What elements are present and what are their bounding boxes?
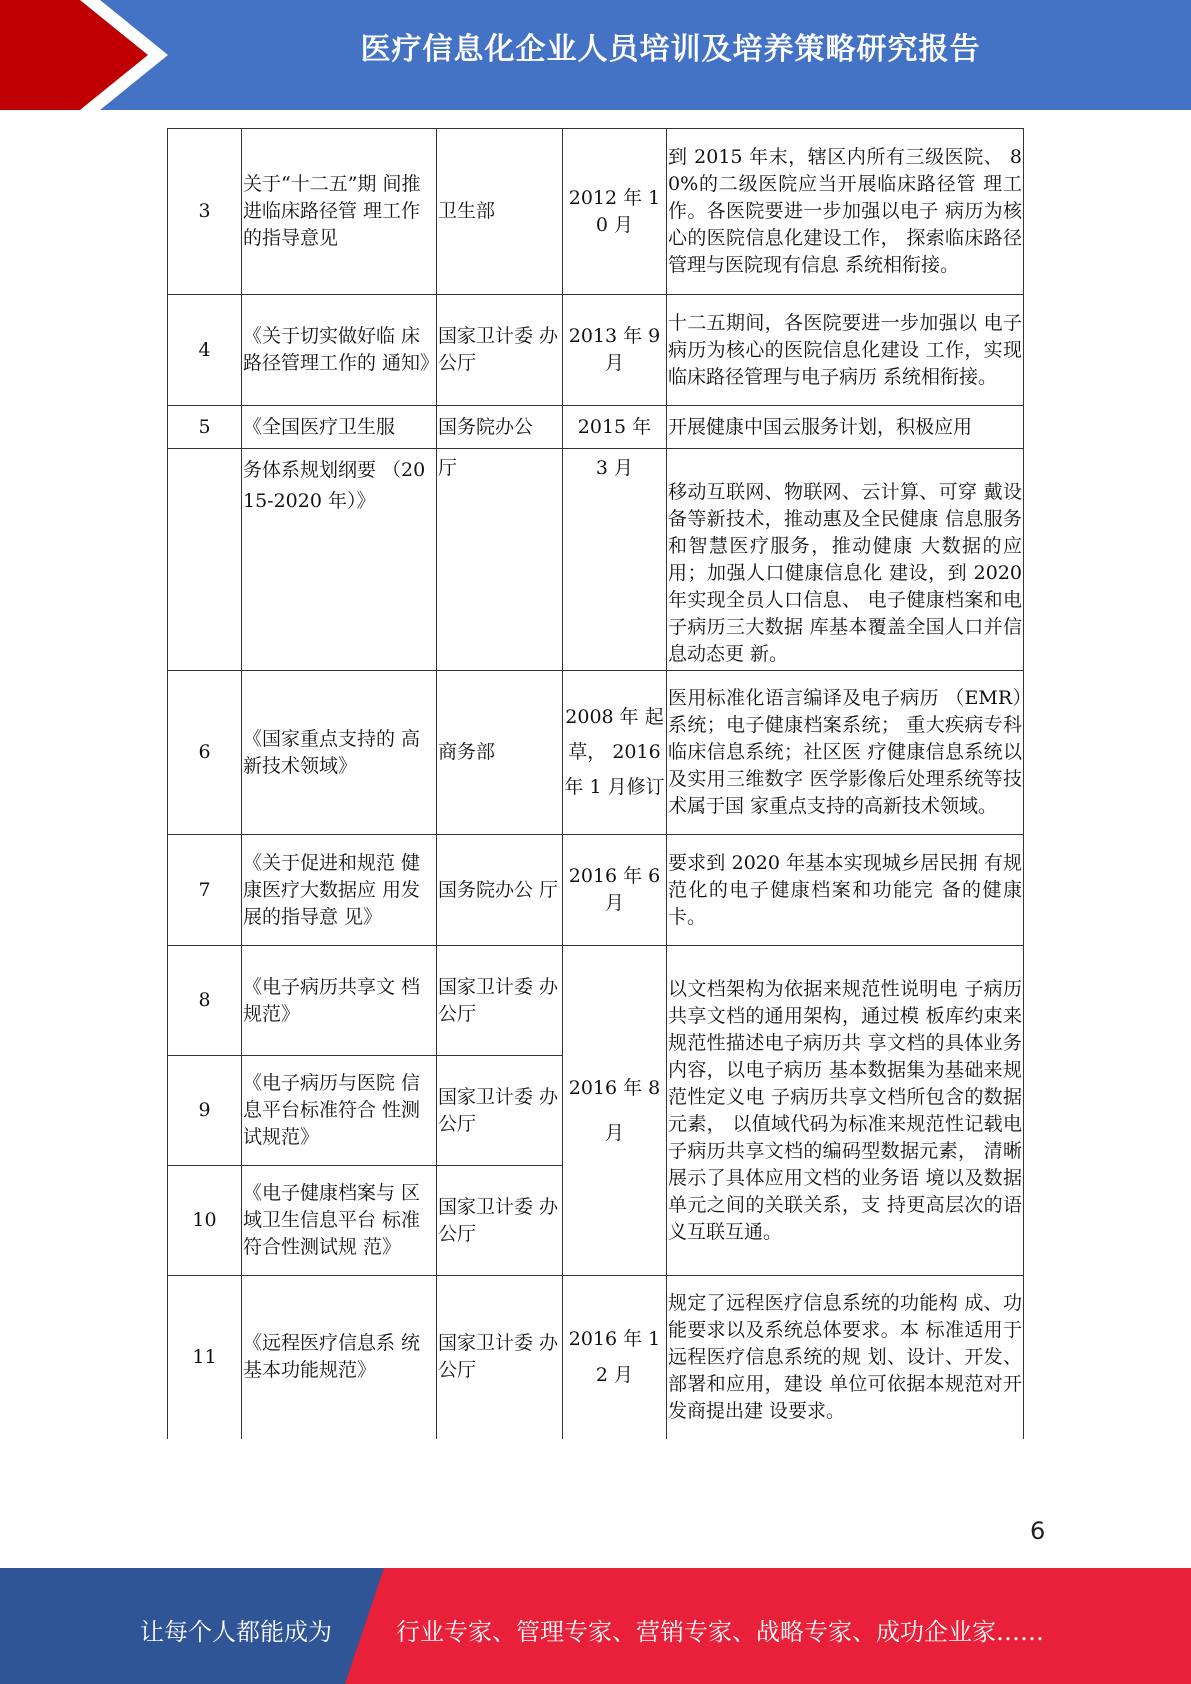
table-row: [168, 129, 1024, 295]
policy-content: 要求到 2020 年基本实现城乡居民拥 有规范化的电子健康档案和功能完 备的健康卡。: [667, 835, 1024, 946]
policy-name: 《关于促进和规范 健康医疗大数据应 用发展的指导意 见》: [242, 835, 437, 946]
row-number: 9: [168, 1056, 242, 1166]
issuing-department: 厅: [437, 449, 563, 671]
issuing-department: 国家卫计委 办公厅: [437, 295, 563, 406]
policy-name: 务体系规划纲要 （2015-2020 年）》: [242, 449, 437, 671]
issue-date: 2015 年: [563, 406, 667, 449]
page-number: 6: [1030, 1517, 1046, 1545]
issue-date: 2016 年 6 月: [563, 835, 667, 946]
policy-name: 《电子健康档案与 区域卫生信息平台 标准符合性测试规 范》: [242, 1166, 437, 1276]
policy-content: 到 2015 年末，辖区内所有三级医院、 80%的二级医院应当开展临床路径管 理工作。各医院要进一步加强以电子 病历为核心的医院信息化建设工作， 探索临床路径管理与医院现有信息 系统相衔接。: [667, 129, 1024, 295]
row-number: 11: [168, 1276, 242, 1439]
issuing-department: 商务部: [437, 671, 563, 835]
issue-date: 2016 年 8 月: [563, 946, 667, 1276]
table-row: [168, 449, 1024, 671]
policy-name: 《电子病历与医院 信息平台标准符合 性测试规范》: [242, 1056, 437, 1166]
policy-table: [167, 128, 1024, 1439]
policy-name: 《全国医疗卫生服: [242, 406, 437, 449]
policy-content: 规定了远程医疗信息系统的功能构 成、功能要求以及系统总体要求。本 标准适用于远程医疗信息系统的规 划、设计、开发、部署和应用，建设 单位可依据本规范对开发商提出建 设要求。: [667, 1276, 1024, 1439]
policy-content: 移动互联网、物联网、云计算、可穿 戴设备等新技术，推动惠及全民健康 信息服务和智慧医疗服务，推动健康 大数据的应用；加强人口健康信息化 建设，到 2020 年实现全员人口信息、 电子健康档案和电子病历三大数据 库基本覆盖全国人口并信息动态更 新。: [667, 449, 1024, 671]
row-number: 5: [168, 406, 242, 449]
footer-slogan-left: 让每个人都能成为: [140, 1618, 332, 1646]
issuing-department: 国家卫计委 办公厅: [437, 946, 563, 1056]
row-number: 10: [168, 1166, 242, 1276]
policy-name: 《关于切实做好临 床路径管理工作的 通知》: [242, 295, 437, 406]
page-header: [0, 0, 1191, 110]
issuing-department: 国家卫计委 办公厅: [437, 1056, 563, 1166]
issuing-department: 国家卫计委 办公厅: [437, 1166, 563, 1276]
issue-date: 3 月: [563, 449, 667, 671]
table-row: [168, 406, 1024, 449]
issuing-department: 国务院办公: [437, 406, 563, 449]
policy-content: 以文档架构为依据来规范性说明电 子病历共享文档的通用架构，通过模 板库约束来规范性描述电子病历共 享文档的具体业务内容，以电子病历 基本数据集为基础来规范性定义电 子病历共享文档所包含的数据元素， 以值域代码为标准来规范性记载电 子病历共享文档的编码型数据元素， 清晰展示了具体应用文档的业务语 境以及数据单元之间的关联关系，支 持更高层次的语义互联互通。: [667, 946, 1024, 1276]
issue-date: 2008 年 起草， 2016 年 1 月修订: [563, 671, 667, 835]
policy-name: 《电子病历共享文 档规范》: [242, 946, 437, 1056]
row-number: 8: [168, 946, 242, 1056]
issue-date: 2013 年 9 月: [563, 295, 667, 406]
row-number: 3: [168, 129, 242, 295]
table-row: [168, 671, 1024, 835]
issuing-department: 国家卫计委 办公厅: [437, 1276, 563, 1439]
policy-content: 开展健康中国云服务计划，积极应用: [667, 406, 1024, 449]
report-title: 医疗信息化企业人员培训及培养策略研究报告: [360, 32, 981, 67]
policy-name: 《远程医疗信息系 统基本功能规范》: [242, 1276, 437, 1439]
table-row: [168, 946, 1024, 1056]
policy-name: 《国家重点支持的 高新技术领域》: [242, 671, 437, 835]
table-row: [168, 835, 1024, 946]
issue-date: 2016 年 12 月: [563, 1276, 667, 1439]
issuing-department: 国务院办公 厅: [437, 835, 563, 946]
table-row: [168, 295, 1024, 406]
footer-slogan-right: 行业专家、管理专家、营销专家、战略专家、成功企业家……: [396, 1618, 1044, 1646]
row-number: 7: [168, 835, 242, 946]
policy-name: 关于“十二五”期 间推进临床路径管 理工作的指导意见: [242, 129, 437, 295]
table-row: [168, 1276, 1024, 1439]
issuing-department: 卫生部: [437, 129, 563, 295]
row-number: 6: [168, 671, 242, 835]
issue-date: 2012 年 10 月: [563, 129, 667, 295]
policy-content: 十二五期间，各医院要进一步加强以 电子病历为核心的医院信息化建设 工作，实现临床路径管理与电子病历 系统相衔接。: [667, 295, 1024, 406]
row-number: 4: [168, 295, 242, 406]
policy-content: 医用标准化语言编译及电子病历 （EMR）系统；电子健康档案系统； 重大疾病专科临床信息系统；社区医 疗健康信息系统以及实用三维数字 医学影像后处理系统等技术属于国 家重点支持的高新技术领域。: [667, 671, 1024, 835]
page-footer: [0, 1568, 1191, 1684]
